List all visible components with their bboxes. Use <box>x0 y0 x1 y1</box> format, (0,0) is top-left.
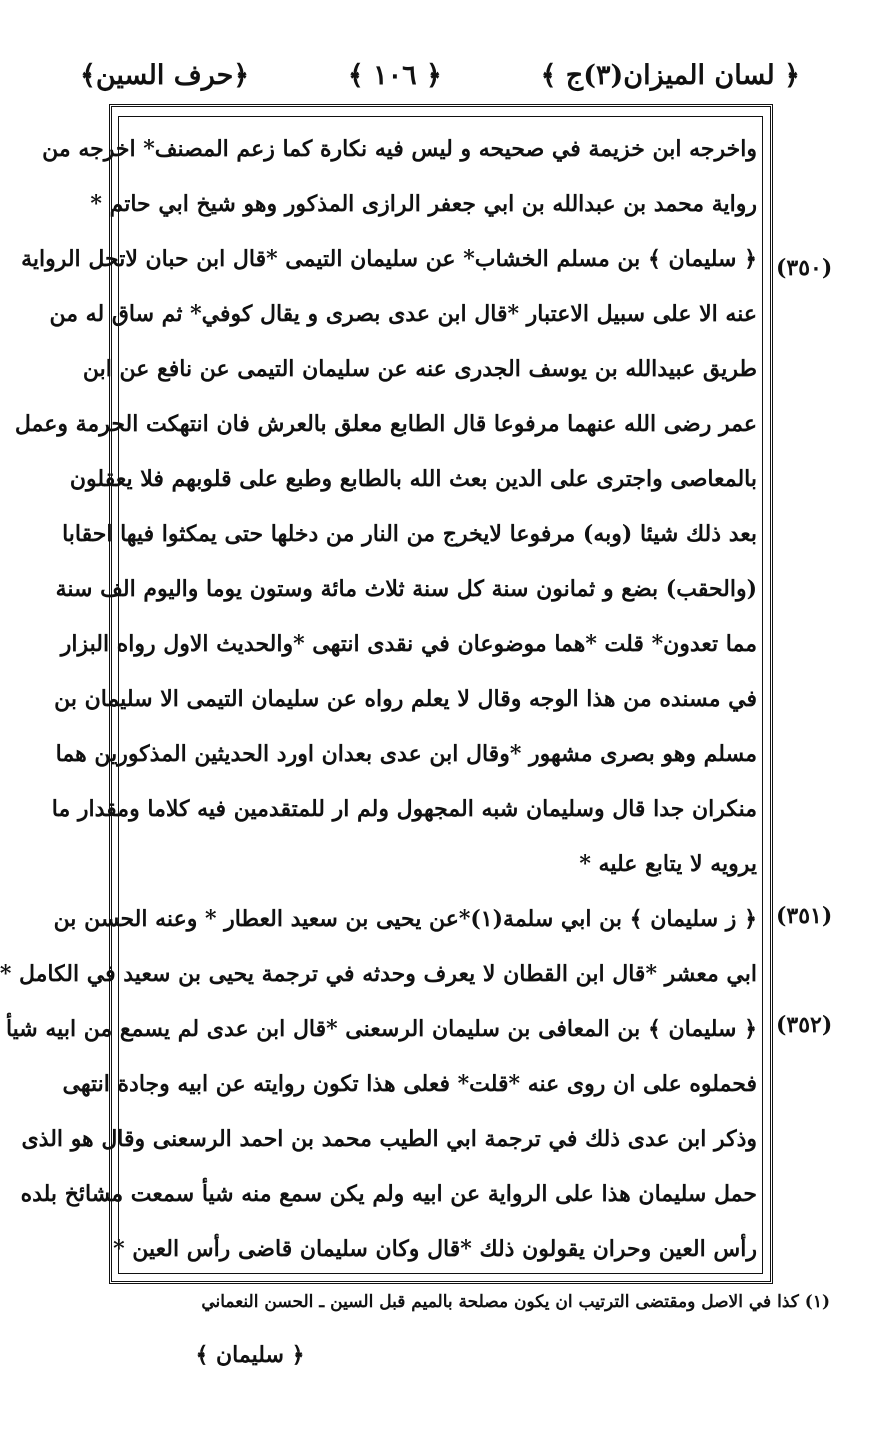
text-line: يرويه لا يتابع عليه * <box>579 851 757 877</box>
text-line: منكران جدا قال وسليمان شبه المجهول ولم ار للمتقدمين فيه كلاما ومقدار ما <box>51 796 757 822</box>
running-header <box>80 50 800 100</box>
entry-number-351: (٣٥١) <box>776 903 833 929</box>
text-line: رواية محمد بن عبدالله بن ابي جعفر الرازى المذكور وهو شيخ ابي حاتم * <box>90 191 757 217</box>
header-page-number: ﴿ ١٠٦ ﴾ <box>347 59 442 91</box>
footnote: (١) كذا في الاصل ومقتضى الترتيب ان يكون مصلحة بالميم قبل السين ـ الحسن النعماني <box>201 1292 830 1312</box>
entry-number-352: (٣٥٢) <box>776 1012 833 1038</box>
text-line: مما تعدون* قلت *هما موضوعان في نقدى انتهى *والحديث الاول رواه البزار <box>60 631 757 657</box>
text-line: ﴿ ز سليمان ﴾ بن ابي سلمة(١)*عن يحيى بن سعيد العطار * وعنه الحسن بن <box>53 906 757 932</box>
text-line: طريق عبيدالله بن يوسف الجدرى عنه عن سليمان التيمى عن نافع عن ابن <box>82 356 757 382</box>
catchword: ﴿ سليمان ﴾ <box>195 1342 305 1368</box>
entry-number-350: (٣٥٠) <box>776 255 833 281</box>
text-line: ﴿ سليمان ﴾ بن مسلم الخشاب* عن سليمان التيمى *قال ابن حبان لاتحل الرواية <box>21 246 757 272</box>
text-line: ابي معشر *قال ابن القطان لا يعرف وحدثه في ترجمة يحيى بن سعيد في الكامل * <box>0 961 757 987</box>
text-line: فحملوه على ان روى عنه *قلت* فعلى هذا تكون روايته عن ابيه وجادة انتهى <box>62 1071 757 1097</box>
text-line: بعد ذلك شيئا (وبه) مرفوعا لايخرج من النار من دخلها حتى يمكثوا فيها احقابا <box>62 521 757 547</box>
text-line: بالمعاصى واجترى على الدين بعث الله بالطابع وطبع على قلوبهم فلا يعقلون <box>69 466 757 492</box>
text-line: رأس العين وحران يقولون ذلك *قال وكان سليمان قاضى رأس العين * <box>113 1236 757 1262</box>
header-section: ﴿حرف السين﴾ <box>80 59 250 91</box>
text-line: عنه الا على سبيل الاعتبار *قال ابن عدى بصرى و يقال كوفي* ثم ساق له من <box>49 301 757 327</box>
text-line: في مسنده من هذا الوجه وقال لا يعلم رواه عن سليمان التيمى الا سليمان بن <box>54 686 757 712</box>
text-line: عمر رضى الله عنهما مرفوعا قال الطابع معلق بالعرش فان انتهكت الحرمة وعمل <box>14 411 757 437</box>
text-line: واخرجه ابن خزيمة في صحيحه و ليس فيه نكارة كما زعم المصنف* اخرجه من <box>42 136 757 162</box>
text-line: حمل سليمان هذا على الرواية عن ابيه ولم يكن سمع منه شيأ سمعت مشائخ بلده <box>20 1181 757 1207</box>
text-line: ﴿ سليمان ﴾ بن المعافى بن سليمان الرسعنى *قال ابن عدى لم يسمع من ابيه شيأ <box>5 1016 757 1042</box>
main-text <box>0 122 757 1277</box>
text-line: (والحقب) بضع و ثمانون سنة كل سنة ثلاث مائة وستون يوما واليوم الف سنة <box>55 576 757 602</box>
header-book-title: ﴿ لسان الميزان(٣)ج ﴾ <box>540 59 800 91</box>
text-line: وذكر ابن عدى ذلك في ترجمة ابي الطيب محمد بن احمد الرسعنى وقال هو الذى <box>21 1126 757 1152</box>
text-line: مسلم وهو بصرى مشهور *وقال ابن عدى بعدان اورد الحديثين المذكورين هما <box>55 741 757 767</box>
